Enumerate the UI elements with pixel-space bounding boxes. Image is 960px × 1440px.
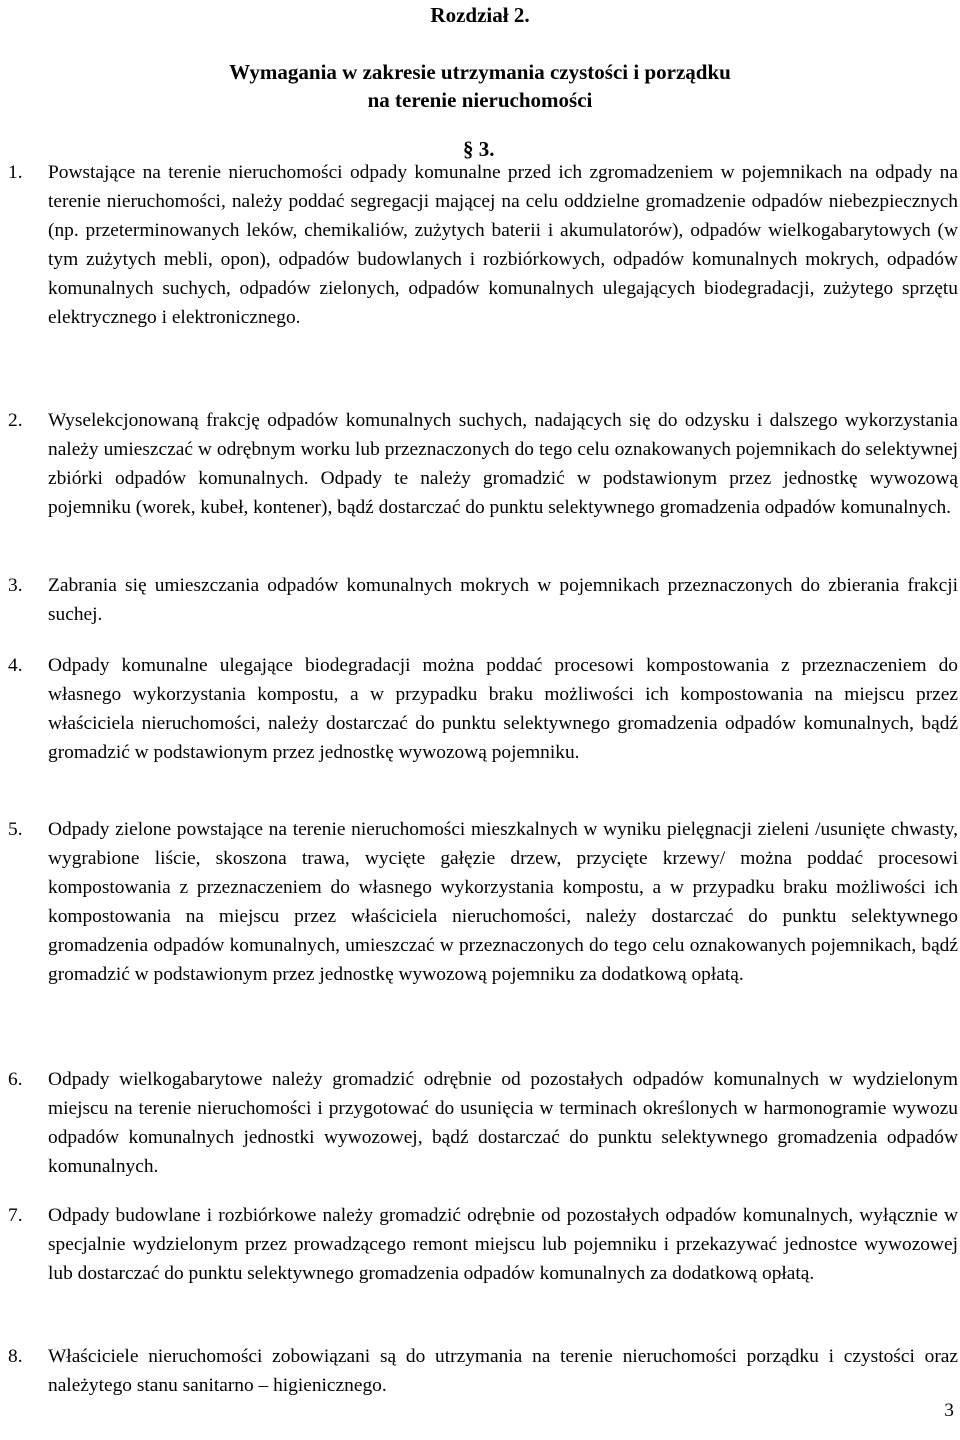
chapter-heading: Rozdział 2.: [430, 3, 530, 27]
page-number: 3: [944, 1400, 954, 1421]
list-item: [8, 158, 958, 332]
list-item: [8, 1342, 958, 1400]
list-item-text: Odpady budowlane i rozbiórkowe należy gromadzić odrębnie od pozostałych odpadów komunalnych, wyłącznie w specjalnie wydzielonym przez prowadzącego remont miejscu lub pojemniku i przekazywać jednostce wywozowej lub dostarczać do punktu selektywnego gromadzenia odpadów komunalnych za dodatkową opłatą.: [48, 1205, 958, 1284]
list-item-number: 7.: [8, 1205, 23, 1226]
list-item-number: 4.: [8, 655, 23, 676]
list-item: [8, 1065, 958, 1181]
section-number: § 3.: [463, 137, 495, 161]
list-item-text: Odpady wielkogabarytowe należy gromadzić odrębnie od pozostałych odpadów komunalnych w wydzielonym miejscu na terenie nieruchomości i przygotować do usunięcia w terminach określonych w harmonogramie wywozu odpadów komunalnych jednostki wywozowej, bądź dostarczać do punktu selektywnego gromadzenia odpadów komunalnych.: [48, 1069, 958, 1177]
chapter-title: [0, 58, 960, 114]
list-item-text: Zabrania się umieszczania odpadów komunalnych mokrych w pojemnikach przeznaczonych do zbierania frakcji suchej.: [48, 575, 958, 625]
list-item: [8, 1201, 958, 1288]
list-item-number: 2.: [8, 410, 23, 431]
list-item-text: Powstające na terenie nieruchomości odpady komunalne przed ich zgromadzeniem w pojemnikach na odpady na terenie nieruchomości, należy poddać segregacji mającej na celu oddzielne gromadzenie odpadów niebezpiecznych (np. przeterminowanych leków, chemikaliów, zużytych baterii i akumulatorów), odpadów wielkogabarytowych (w tym zużytych mebli, opon), odpadów budowlanych i rozbiórkowych, odpadów komunalnych mokrych, odpadów komunalnych suchych, odpadów zielonych, odpadów komunalnych ulegających biodegradacji, zużytego sprzętu elektrycznego i elektronicznego.: [48, 162, 958, 328]
list-item-number: 3.: [8, 575, 23, 596]
list-item-text: Odpady zielone powstające na terenie nieruchomości mieszkalnych w wyniku pielęgnacji zieleni /usunięte chwasty, wygrabione liście, skoszona trawa, wycięte gałęzie drzew, przycięte krzewy/ można poddać procesowi kompostowania z przeznaczeniem do własnego wykorzystania kompostu, a w przypadku braku możliwości ich kompostowania na miejscu przez właściciela nieruchomości, należy dostarczać do punktu selektywnego gromadzenia odpadów komunalnych, umieszczać w przeznaczonych do tego celu oznakowanych pojemnikach, bądź gromadzić w podstawionym przez jednostkę wywozową pojemniku za dodatkową opłatą.: [48, 819, 958, 985]
list-item-text: Odpady komunalne ulegające biodegradacji można poddać procesowi kompostowania z przeznaczeniem do własnego wykorzystania kompostu, a w przypadku braku możliwości ich kompostowania na miejscu przez właściciela nieruchomości, należy dostarczać do punktu selektywnego gromadzenia odpadów komunalnych, bądź gromadzić w podstawionym przez jednostkę wywozową pojemniku.: [48, 655, 958, 763]
list-item: [8, 815, 958, 989]
list-item: [8, 571, 958, 629]
list-item-number: 6.: [8, 1069, 23, 1090]
list-item-number: 5.: [8, 819, 23, 840]
list-item-text: Wyselekcjonowaną frakcję odpadów komunalnych suchych, nadających się do odzysku i dalszego wykorzystania należy umieszczać w odrębnym worku lub przeznaczonych do tego celu oznakowanych pojemnikach do selektywnej zbiórki odpadów komunalnych. Odpady te należy gromadzić w podstawionym przez jednostkę wywozową pojemniku (worek, kubeł, kontener), bądź dostarczać do punktu selektywnego gromadzenia odpadów komunalnych.: [48, 410, 958, 518]
list-item-number: 8.: [8, 1346, 23, 1367]
list-item: [8, 406, 958, 522]
chapter-title-line-1: Wymagania w zakresie utrzymania czystości i porządku: [229, 60, 731, 84]
chapter-title-line-2: na terenie nieruchomości: [367, 88, 593, 112]
list-item: [8, 651, 958, 767]
list-item-number: 1.: [8, 162, 23, 183]
list-item-text: Właściciele nieruchomości zobowiązani są do utrzymania na terenie nieruchomości porządku i czystości oraz należytego stanu sanitarno – higienicznego.: [48, 1346, 958, 1396]
